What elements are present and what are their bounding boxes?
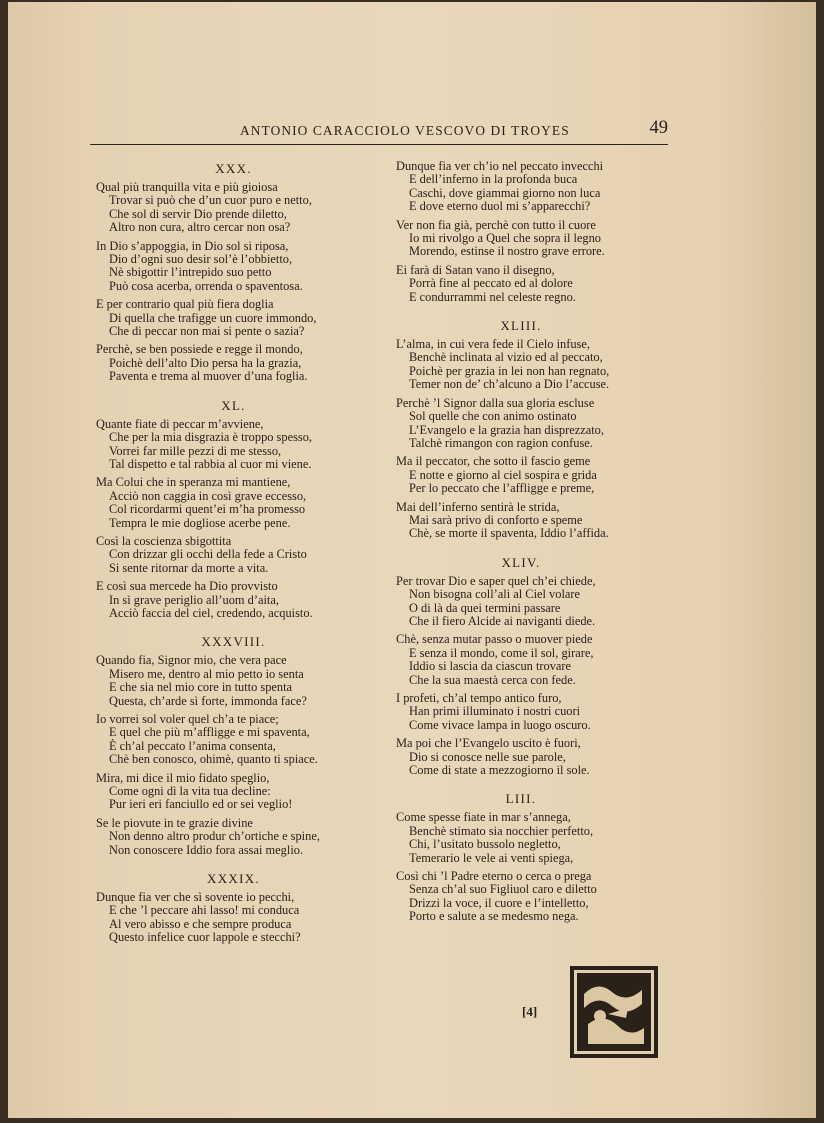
verse-line: Se le piovute in te grazie divine (96, 815, 253, 830)
verse-line: Dio d’ogni suo desir sol’è l’obbietto, (109, 252, 293, 267)
verse-line: Come di state a mezzogiorno il sole. (409, 763, 590, 778)
stanza (396, 692, 646, 732)
stanza (96, 713, 371, 767)
verse-line: Che sol di servir Dio prende diletto, (109, 206, 287, 221)
verse-line: In sì grave periglio all’uom d’aita, (109, 592, 279, 607)
stanza (396, 397, 646, 451)
page-header (90, 120, 668, 145)
left-column (96, 160, 371, 958)
stanza (396, 870, 646, 924)
verse-line: Porrà fine al peccato ed al dolore (409, 276, 573, 291)
verse-line: E condurrammi nel celeste regno. (409, 289, 576, 304)
verse-line: E quel che più m’affligge e mi spaventa, (109, 725, 310, 740)
verse-line: Chè ben conosco, ohimè, quanto ti spiace. (109, 752, 318, 767)
verse-line: Altro non cura, altro cercar non osa? (109, 220, 291, 235)
stanza (396, 160, 646, 214)
verse-line: Perchè, se ben possiede e regge il mondo, (96, 342, 303, 357)
verse-line: Per trovar Dio e saper quel ch’ei chiede, (396, 573, 596, 588)
verse-line: Han primi illuminato i nostri cuori (409, 704, 581, 719)
verse-line: Poichè dell’alto Dio persa ha la grazia, (109, 355, 302, 370)
verse-line: Porto e salute a se medesmo nega. (409, 909, 579, 924)
verse-line: Al vero abisso e che sempre produca (109, 916, 292, 931)
verse-line: Come ogni dì la vita tua decline: (109, 784, 271, 799)
stanza (96, 535, 371, 575)
page-number: 49 (649, 118, 668, 138)
verse-line: Io vorrei sol voler quel ch’a te piace; (96, 712, 279, 726)
verse-line: È ch’al peccato l’anima consenta, (109, 738, 276, 753)
verse-line: Talchè rimangon con ragion confuse. (409, 435, 593, 450)
stanza (96, 817, 371, 857)
verse-line: E per contrario qual più fiera doglia (96, 297, 274, 312)
verse-line: Ma Colui che in speranza mi mantiene, (96, 475, 291, 490)
verse-line: Con drizzar gli occhi della fede a Cristo (109, 547, 307, 562)
verse-line: L’Evangelo e la grazia han disprezzato, (409, 422, 604, 437)
verse-line: Così la coscienza sbigottita (96, 533, 232, 548)
verse-line: Tempra le mie dogliose acerbe pene. (109, 515, 291, 530)
stanza (96, 476, 371, 530)
verse-line: Che il fiero Alcide ai naviganti diede. (409, 613, 596, 628)
section-heading: XLIII. (500, 318, 542, 334)
verse-line: Benchè stimato sia nocchier perfetto, (409, 823, 594, 838)
verse-line: Tal dispetto e tal rabbia al cuor mi viene. (109, 456, 312, 471)
stanza (396, 575, 646, 629)
verse-line: Così chi ’l Padre eterno o cerca o prega (396, 869, 592, 884)
verse-line: Che di peccar non mai si pente o sazia? (109, 324, 305, 339)
section-heading: XL. (221, 397, 246, 413)
stanza (396, 455, 646, 495)
verse-line: Non bisogna coll’ali al Ciel volare (409, 587, 581, 602)
verse-line: E senza il mondo, come il sol, girare, (409, 645, 594, 660)
verse-line: E che ’l peccare ahi lasso! mi conduca (109, 903, 300, 918)
stanza (96, 654, 371, 708)
verse-line: Di quella che trafigge un cuore immondo, (109, 310, 317, 325)
verse-line: Poichè per grazia in lei non han regnato, (409, 363, 610, 378)
verse-line: Questa, ch’arde sì forte, immonda face? (109, 693, 307, 708)
running-title: ANTONIO CARACCIOLO VESCOVO DI TROYES (240, 123, 570, 138)
stanza (396, 219, 646, 259)
stanza (396, 264, 646, 304)
verse-line: Per lo peccato che l’affligge e preme, (409, 481, 595, 496)
verse-line: E dell’inferno in la profonda buca (409, 172, 578, 187)
verse-line: Vorrei far mille pezzi di me stesso, (109, 443, 282, 458)
printer-mark-logo (568, 964, 660, 1060)
verse-line: Acciò non caggia in così grave eccesso, (109, 488, 307, 503)
verse-line: Caschi, dove giammai giorno non luca (409, 185, 601, 200)
verse-line: L’alma, in cui vera fede il Cielo infuse, (396, 337, 590, 352)
verse-line: Benchè inclinata al vizio ed al peccato, (409, 350, 603, 365)
section-heading: XXX. (215, 161, 252, 176)
verse-line: In Dio s’appoggia, in Dio sol si riposa, (96, 238, 289, 253)
verse-line: Iddio si lascia da ciascun trovare (409, 659, 572, 674)
verse-line: Ma il peccator, che sotto il fascio geme (396, 454, 591, 469)
verse-line: Dunque fia ver che sì sovente io pecchi, (96, 890, 295, 905)
stanza (96, 891, 371, 945)
verse-line: Senza ch’al suo Figliuol caro e diletto (409, 882, 597, 897)
verse-line: Io mi rivolgo a Quel che sopra il legno (409, 231, 602, 246)
section-heading: XXXIX. (207, 871, 260, 887)
signature-number: [4] (522, 1004, 538, 1019)
verse-line: Quante fiate di peccar m’avviene, (96, 416, 264, 431)
verse-line: Temerario le vele ai venti spiega, (409, 850, 574, 865)
verse-line: Mai sarà privo di conforto e speme (409, 512, 583, 527)
verse-line: Drizzi la voce, il cuore e l’intelletto, (409, 895, 589, 910)
verse-line: Come spesse fiate in mar s’annega, (396, 810, 571, 825)
verse-line: Dunque fia ver ch’io nel peccato invecchi (396, 159, 604, 173)
verse-line: Non denno altro produr ch’ortiche e spine, (109, 829, 320, 844)
verse-line: Col ricordarmi quent’ei m’ha promesso (109, 502, 306, 517)
verse-line: Chè, senza mutar passo o muover piede (396, 632, 593, 647)
verse-line: Nè sbigottir l’intrepido suo petto (109, 265, 272, 280)
section-heading: XLIV. (501, 554, 541, 570)
verse-line: Ver non fia già, perchè con tutto il cuore (396, 217, 596, 232)
stanza (96, 418, 371, 472)
verse-line: Misero me, dentro al mio petto io senta (109, 666, 304, 681)
verse-line: Chi, l’usitato bussolo negletto, (409, 837, 561, 852)
verse-line: Ei farà di Satan vano il disegno, (396, 262, 555, 277)
verse-line: Non conoscere Iddio fora assai meglio. (109, 842, 304, 857)
verse-line: E notte e giorno al ciel sospira e grida (409, 467, 597, 482)
verse-line: Sol quelle che con animo ostinato (409, 409, 577, 424)
verse-line: Qual più tranquilla vita e più gioiosa (96, 180, 278, 194)
verse-line: Perchè ’l Signor dalla sua gloria escluse (396, 395, 595, 410)
verse-line: Paventa e trema al muover d’una foglia. (109, 369, 308, 384)
verse-line: E dove eterno duol mi s’apparecchi? (409, 199, 591, 214)
stanza (396, 737, 646, 777)
stanza (396, 633, 646, 687)
verse-line: Quando fia, Signor mio, che vera pace (96, 653, 287, 668)
verse-line: O di là da quei termini passare (409, 600, 561, 615)
right-column (396, 160, 646, 937)
verse-line: Dio si conosce nelle sue parole, (409, 749, 566, 764)
stanza (96, 580, 371, 620)
stanza (96, 298, 371, 338)
stanza (396, 338, 646, 392)
verse-line: Temer non de’ ch’alcuno a Dio l’accuse. (409, 377, 610, 392)
stanza (96, 240, 371, 294)
verse-line: E così sua mercede ha Dio provvisto (96, 579, 278, 594)
verse-line: Pur ieri eri fanciullo ed or sei veglio! (109, 797, 293, 812)
section-heading: XXXVIII. (201, 634, 266, 650)
verse-line: Si sente ritornar da morte a vita. (109, 560, 269, 575)
verse-line: Mai dell’inferno sentirà le strida, (396, 499, 560, 514)
verse-line: Ma poi che l’Evangelo uscito è fuori, (396, 736, 581, 751)
verse-line: Come vivace lampa in luogo oscuro. (409, 717, 591, 732)
verse-line: Trovar si può che d’un cuor puro e netto, (109, 193, 312, 208)
stanza (96, 343, 371, 383)
verse-line: Può cosa acerba, orrenda o spaventosa. (109, 278, 303, 293)
stanza (96, 181, 371, 235)
verse-line: E che sia nel mio core in tutto spenta (109, 680, 293, 695)
verse-line: Morendo, estinse il nostro grave errore. (409, 244, 605, 259)
verse-line: Acciò faccia del ciel, credendo, acquisto. (109, 605, 313, 620)
verse-line: Questo infelice cuor lappole e stecchi? (109, 930, 301, 945)
stanza (396, 811, 646, 865)
section-heading: LIII. (505, 791, 537, 807)
verse-line: Mira, mi dice il mio fidato speglio, (96, 770, 270, 785)
verse-line: Che per la mia disgrazia è troppo spesso, (109, 430, 313, 445)
stanza (96, 772, 371, 812)
verse-line: I profeti, ch’al tempo antico furo, (396, 691, 562, 705)
verse-line: Che la sua maestà cerca con fede. (409, 672, 576, 687)
verse-line: Chè, se morte il spaventa, Iddio l’affida. (409, 526, 609, 541)
stanza (396, 501, 646, 541)
